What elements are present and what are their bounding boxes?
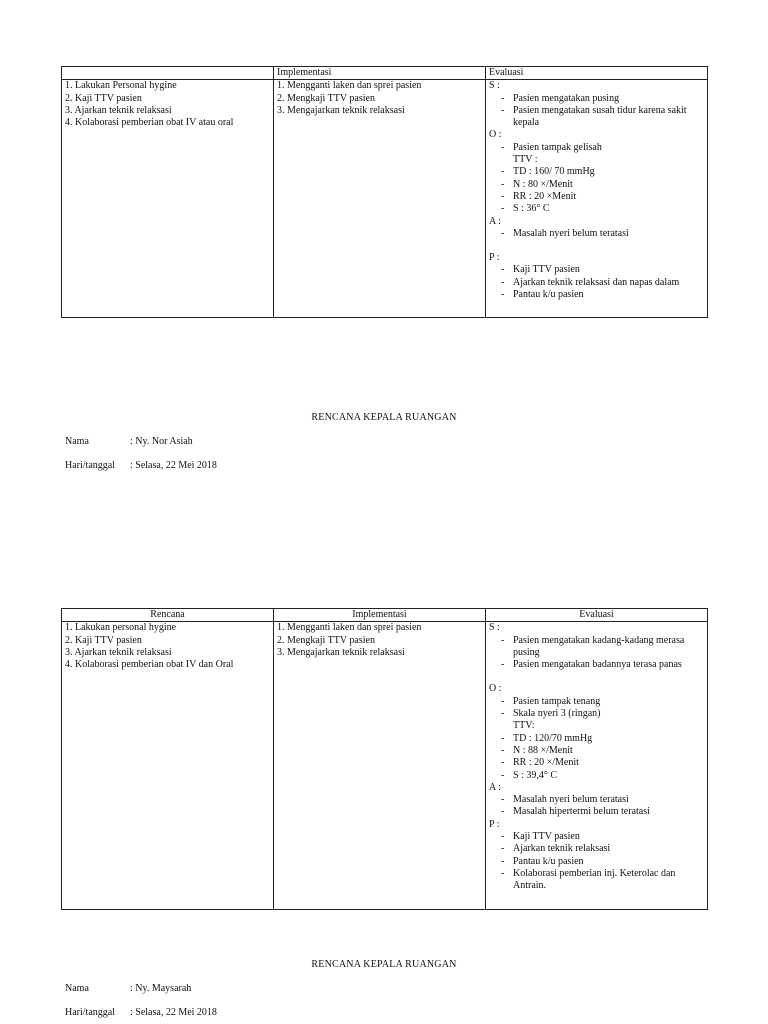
header-rencana [62, 67, 274, 80]
soap-p-list [489, 264, 704, 301]
list-item: - S : 36° C [513, 203, 704, 215]
list-item: - Kaji TTV pasien [513, 831, 704, 843]
rencana-cell [62, 80, 274, 318]
soap-a-list [489, 794, 704, 819]
hari-tanggal-value: : Selasa, 22 Mei 2018 [130, 460, 217, 471]
soap-o-list [489, 696, 704, 782]
rencana-cell [62, 622, 274, 910]
list-item: - Pasien tampak tenang [513, 696, 704, 708]
hari-tanggal-field [65, 460, 217, 471]
list-item: - Pasien mengatakan susah tidur karena sakit kepala [513, 105, 704, 130]
list-item: - Ajarkan teknik relaksasi dan napas dalam [513, 277, 704, 289]
list-item: 2. Mengkaji TTV pasien [277, 634, 375, 646]
care-plan-table-2 [61, 608, 708, 910]
list-item: 1. Lakukan personal hygine [65, 622, 177, 634]
list-item: - Pasien mengatakan kadang-kadang merasa pusing [513, 635, 704, 660]
hari-tanggal-label: Hari/tanggal [65, 1007, 115, 1018]
list-item: - Masalah nyeri belum teratasi [513, 228, 704, 240]
list-item: - Pasien mengatakan badannya terasa panas [513, 659, 704, 671]
list-item: - TD : 120/70 mmHg [513, 733, 704, 745]
list-item: - Pantau k/u pasien [513, 856, 704, 868]
list-item: 3. Ajarkan teknik relaksasi [65, 646, 172, 658]
soap-p-label: P : [489, 818, 500, 830]
soap-o-label: O : [489, 683, 502, 695]
header-implementasi: Implementasi [274, 67, 486, 80]
list-item: - Masalah nyeri belum teratasi [513, 794, 704, 806]
implementasi-cell [274, 80, 486, 318]
list-item: 3. Mengajarkan teknik relaksasi [277, 646, 405, 658]
evaluasi-cell [486, 622, 708, 910]
nama-value: : Ny. Maysarah [130, 983, 192, 994]
list-item: - Skala nyeri 3 (ringan) [513, 708, 704, 720]
soap-o-label: O : [489, 129, 502, 141]
header-implementasi: Implementasi [274, 609, 486, 622]
evaluasi-cell [486, 80, 708, 318]
soap-s-label: S : [489, 80, 500, 92]
soap-s-list [489, 93, 704, 130]
list-item: 4. Kolaborasi pemberian obat IV dan Oral [65, 659, 234, 671]
nama-label: Nama [65, 436, 89, 447]
header-evaluasi: Evaluasi [486, 67, 708, 80]
nama-field [65, 436, 193, 447]
nama-label: Nama [65, 983, 89, 994]
table-row [62, 80, 708, 318]
list-item: 2. Kaji TTV pasien [65, 634, 142, 646]
table-header-row [62, 609, 708, 622]
list-item: - N : 80 ×/Menit [513, 179, 704, 191]
list-item: 4. Kolaborasi pemberian obat IV atau oral [65, 117, 234, 129]
rencana-list [65, 80, 270, 129]
list-item: - Kolaborasi pemberian inj. Keterolac dan Antrain. [513, 868, 704, 893]
hari-tanggal-value: : Selasa, 22 Mei 2018 [130, 1007, 217, 1018]
hari-tanggal-field [65, 1007, 217, 1018]
list-item: 3. Mengajarkan teknik relaksasi [277, 104, 405, 116]
list-item: - Ajarkan teknik relaksasi [513, 843, 704, 855]
ttv-label: TTV: [513, 720, 535, 732]
soap-a-label: A : [489, 215, 501, 227]
soap-s-list [489, 635, 704, 672]
implementasi-list [277, 80, 482, 117]
section-title: RENCANA KEPALA RUANGAN [311, 959, 457, 970]
list-item: - Pasien tampak gelisah [513, 142, 704, 154]
list-item: - Kaji TTV pasien [513, 264, 704, 276]
care-plan-table-1 [61, 66, 708, 318]
nama-field [65, 983, 191, 994]
list-item: - N : 88 ×/Menit [513, 745, 704, 757]
header-rencana: Rencana [62, 609, 274, 622]
soap-a-list [489, 228, 704, 240]
list-item: 3. Ajarkan teknik relaksasi [65, 104, 172, 116]
table-row [62, 622, 708, 910]
list-item: - Masalah hipertermi belum teratasi [513, 806, 704, 818]
implementasi-list [277, 622, 482, 659]
list-item: 2. Kaji TTV pasien [65, 92, 142, 104]
list-item: - Pantau k/u pasien [513, 289, 704, 301]
soap-a-label: A : [489, 781, 501, 793]
list-item: - RR : 20 ×Menit [513, 191, 704, 203]
list-item: - TD : 160/ 70 mmHg [513, 166, 704, 178]
implementasi-cell [274, 622, 486, 910]
list-item: 1. Mengganti laken dan sprei pasien [277, 622, 422, 634]
nama-value: : Ny. Nor Asiah [130, 436, 193, 447]
soap-p-label: P : [489, 252, 500, 264]
ttv-label: TTV : [513, 154, 538, 166]
list-item: - S : 39,4° C [513, 770, 704, 782]
list-item: - Pasien mengatakan pusing [513, 93, 704, 105]
soap-s-label: S : [489, 622, 500, 634]
hari-tanggal-label: Hari/tanggal [65, 460, 115, 471]
table-header-row [62, 67, 708, 80]
section-title: RENCANA KEPALA RUANGAN [311, 412, 457, 423]
rencana-list [65, 622, 270, 671]
list-item: - RR : 20 ×/Menit [513, 757, 704, 769]
soap-p-list [489, 831, 704, 892]
soap-o-list [489, 142, 704, 216]
header-evaluasi: Evaluasi [486, 609, 708, 622]
list-item: 1. Mengganti laken dan sprei pasien [277, 80, 422, 92]
list-item: 2. Mengkaji TTV pasien [277, 92, 375, 104]
list-item: 1. Lakukan Personal hygine [65, 80, 177, 92]
